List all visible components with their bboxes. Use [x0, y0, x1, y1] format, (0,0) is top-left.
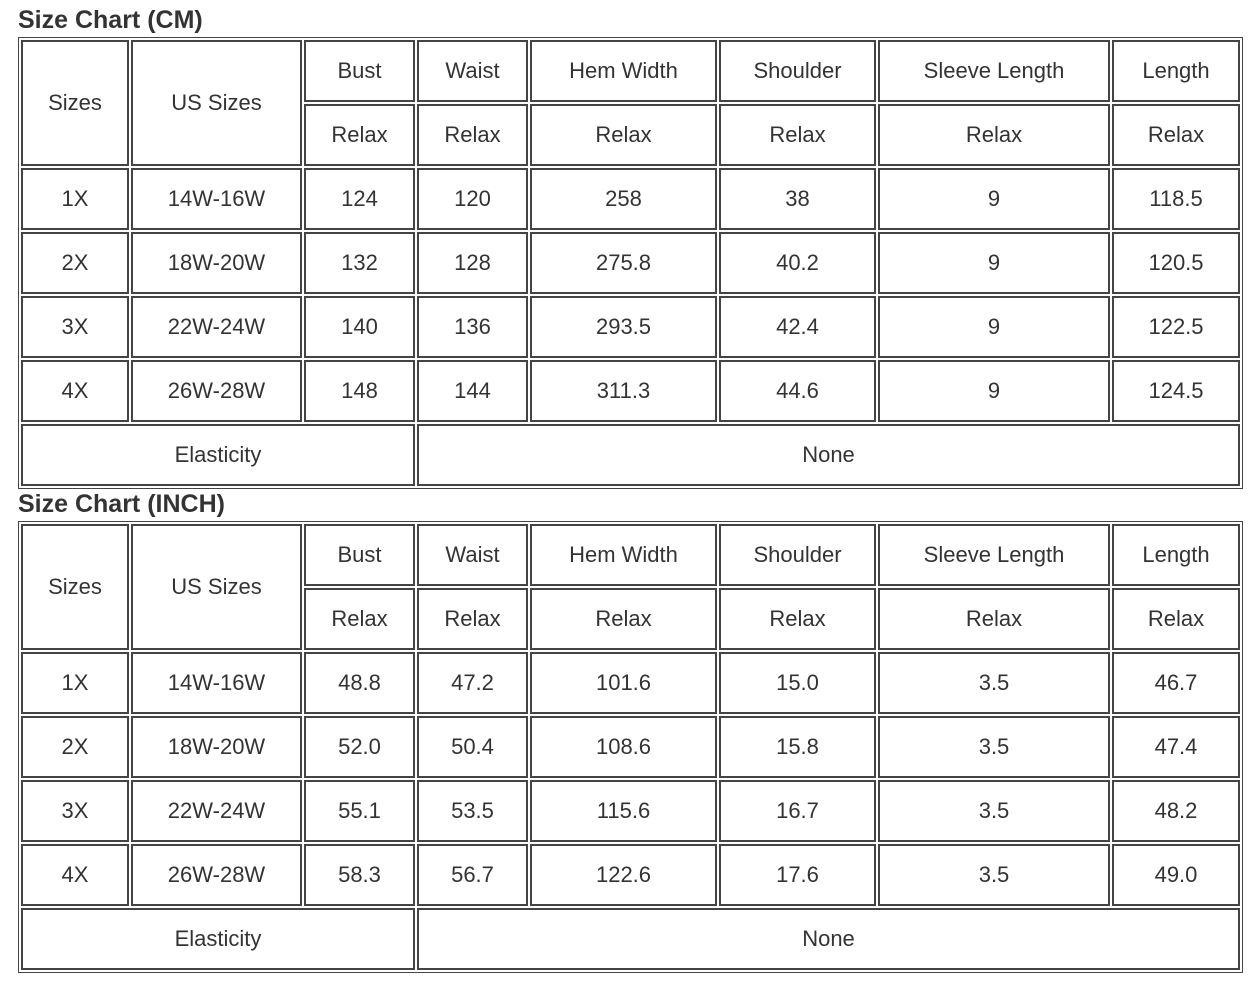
bust-header: Bust	[304, 524, 415, 586]
us-size-cell: 22W-24W	[131, 296, 302, 358]
relax-subheader: Relax	[417, 588, 528, 650]
bust-header: Bust	[304, 40, 415, 102]
shoulder-header: Shoulder	[719, 524, 876, 586]
sleeve-length-header: Sleeve Length	[878, 40, 1110, 102]
relax-subheader: Relax	[1112, 104, 1240, 166]
table-row	[21, 168, 1240, 230]
elasticity-label: Elasticity	[21, 424, 415, 486]
sleeve-length-cell: 9	[878, 296, 1110, 358]
length-cell: 46.7	[1112, 652, 1240, 714]
sleeve-length-cell: 3.5	[878, 780, 1110, 842]
bust-cell: 140	[304, 296, 415, 358]
table-row	[21, 360, 1240, 422]
length-cell: 122.5	[1112, 296, 1240, 358]
shoulder-cell: 42.4	[719, 296, 876, 358]
table-row	[21, 232, 1240, 294]
sizes-header: Sizes	[21, 524, 129, 650]
waist-header: Waist	[417, 40, 528, 102]
size-chart-cm-title: Size Chart (CM)	[18, 6, 203, 34]
length-header: Length	[1112, 40, 1240, 102]
us-size-cell: 14W-16W	[131, 168, 302, 230]
waist-cell: 144	[417, 360, 528, 422]
hem-width-cell: 293.5	[530, 296, 717, 358]
us-size-cell: 14W-16W	[131, 652, 302, 714]
elasticity-value: None	[417, 424, 1240, 486]
header-row	[21, 40, 1240, 102]
waist-header: Waist	[417, 524, 528, 586]
relax-subheader: Relax	[878, 104, 1110, 166]
bust-cell: 52.0	[304, 716, 415, 778]
bust-cell: 124	[304, 168, 415, 230]
shoulder-header: Shoulder	[719, 40, 876, 102]
table-row	[21, 716, 1240, 778]
size-cell: 4X	[21, 360, 129, 422]
us-size-cell: 18W-20W	[131, 232, 302, 294]
relax-subheader: Relax	[878, 588, 1110, 650]
hem-width-cell: 101.6	[530, 652, 717, 714]
relax-subheader: Relax	[1112, 588, 1240, 650]
bust-cell: 148	[304, 360, 415, 422]
hem-width-header: Hem Width	[530, 40, 717, 102]
shoulder-cell: 44.6	[719, 360, 876, 422]
size-cell: 3X	[21, 296, 129, 358]
sleeve-length-header: Sleeve Length	[878, 524, 1110, 586]
table-row	[21, 844, 1240, 906]
size-cell: 1X	[21, 652, 129, 714]
relax-subheader: Relax	[530, 104, 717, 166]
size-chart-inch-title: Size Chart (INCH)	[18, 490, 225, 518]
waist-cell: 53.5	[417, 780, 528, 842]
shoulder-cell: 15.0	[719, 652, 876, 714]
waist-cell: 120	[417, 168, 528, 230]
us-size-cell: 22W-24W	[131, 780, 302, 842]
shoulder-cell: 38	[719, 168, 876, 230]
us-sizes-header: US Sizes	[131, 40, 302, 166]
hem-width-cell: 311.3	[530, 360, 717, 422]
length-header: Length	[1112, 524, 1240, 586]
sizes-header: Sizes	[21, 40, 129, 166]
bust-cell: 55.1	[304, 780, 415, 842]
relax-subheader: Relax	[417, 104, 528, 166]
shoulder-cell: 40.2	[719, 232, 876, 294]
shoulder-cell: 17.6	[719, 844, 876, 906]
us-sizes-header: US Sizes	[131, 524, 302, 650]
elasticity-value: None	[417, 908, 1240, 970]
size-cell: 2X	[21, 232, 129, 294]
sleeve-length-cell: 3.5	[878, 716, 1110, 778]
size-cell: 1X	[21, 168, 129, 230]
hem-width-cell: 108.6	[530, 716, 717, 778]
waist-cell: 128	[417, 232, 528, 294]
table-row	[21, 296, 1240, 358]
shoulder-cell: 15.8	[719, 716, 876, 778]
sleeve-length-cell: 9	[878, 360, 1110, 422]
length-cell: 120.5	[1112, 232, 1240, 294]
elasticity-label: Elasticity	[21, 908, 415, 970]
sleeve-length-cell: 9	[878, 168, 1110, 230]
table-row	[21, 780, 1240, 842]
hem-width-cell: 122.6	[530, 844, 717, 906]
relax-subheader: Relax	[719, 588, 876, 650]
relax-subheader: Relax	[719, 104, 876, 166]
length-cell: 124.5	[1112, 360, 1240, 422]
sleeve-length-cell: 3.5	[878, 652, 1110, 714]
elasticity-row	[21, 424, 1240, 486]
size-cell: 3X	[21, 780, 129, 842]
size-cell: 4X	[21, 844, 129, 906]
elasticity-row	[21, 908, 1240, 970]
shoulder-cell: 16.7	[719, 780, 876, 842]
size-cell: 2X	[21, 716, 129, 778]
us-size-cell: 18W-20W	[131, 716, 302, 778]
us-size-cell: 26W-28W	[131, 844, 302, 906]
us-size-cell: 26W-28W	[131, 360, 302, 422]
hem-width-cell: 115.6	[530, 780, 717, 842]
sleeve-length-cell: 9	[878, 232, 1110, 294]
length-cell: 47.4	[1112, 716, 1240, 778]
waist-cell: 50.4	[417, 716, 528, 778]
header-row	[21, 524, 1240, 586]
length-cell: 49.0	[1112, 844, 1240, 906]
bust-cell: 48.8	[304, 652, 415, 714]
relax-subheader: Relax	[530, 588, 717, 650]
size-chart-cm-table	[18, 37, 1243, 489]
length-cell: 48.2	[1112, 780, 1240, 842]
table-row	[21, 652, 1240, 714]
waist-cell: 47.2	[417, 652, 528, 714]
hem-width-header: Hem Width	[530, 524, 717, 586]
bust-cell: 132	[304, 232, 415, 294]
sleeve-length-cell: 3.5	[878, 844, 1110, 906]
relax-subheader: Relax	[304, 588, 415, 650]
bust-cell: 58.3	[304, 844, 415, 906]
waist-cell: 136	[417, 296, 528, 358]
relax-subheader: Relax	[304, 104, 415, 166]
length-cell: 118.5	[1112, 168, 1240, 230]
hem-width-cell: 258	[530, 168, 717, 230]
hem-width-cell: 275.8	[530, 232, 717, 294]
waist-cell: 56.7	[417, 844, 528, 906]
size-chart-inch-table	[18, 521, 1243, 973]
